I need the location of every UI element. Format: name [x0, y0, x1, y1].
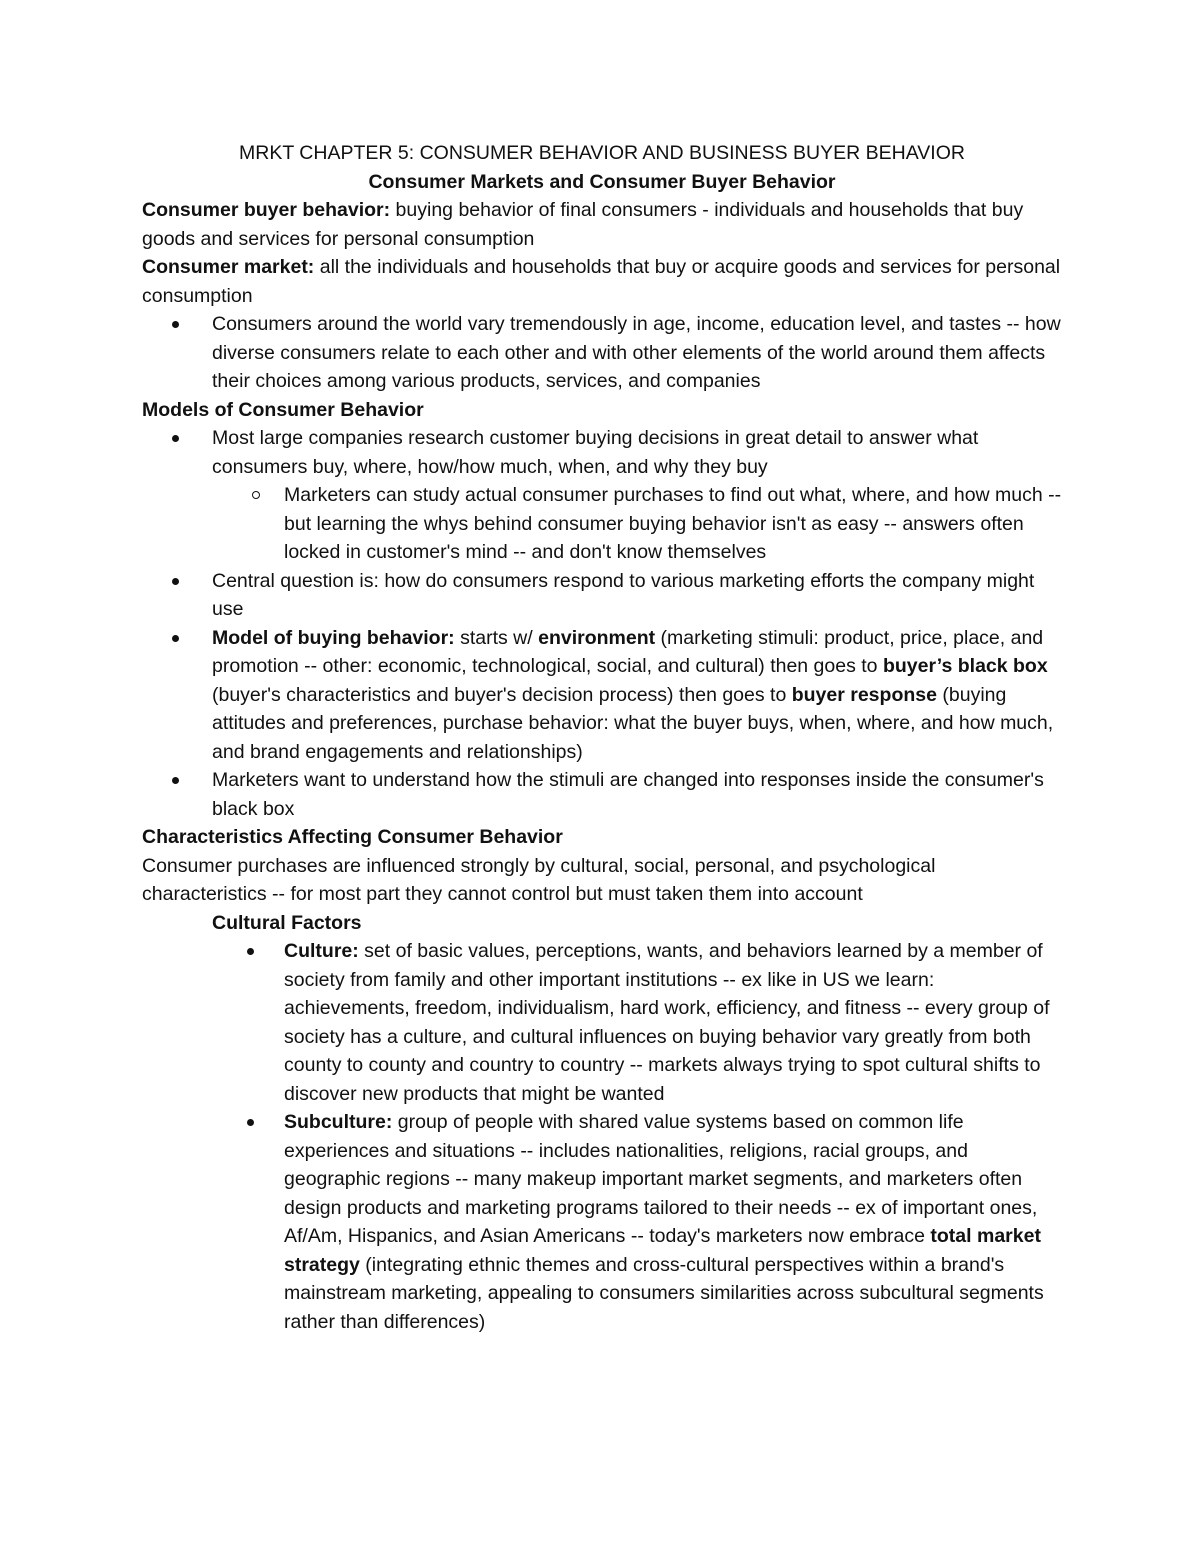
document-title: MRKT CHAPTER 5: CONSUMER BEHAVIOR AND BUSINESS BUYER BEHAVIOR [239, 142, 965, 164]
term-total-market-strategy: total market strategy [284, 1225, 1041, 1276]
list-item-text: group of people with shared value systems based on common life experiences and situations -- includes nationalities, religions, racial groups, and geographic regions -- many makeup important market segments, and marketers often design products and marketing programs tailored to their needs -- ex of important ones, Af/Am, Hispanics, and Asian Americans -- today's marketers now embrace [284, 1111, 1038, 1247]
bullet-icon [172, 635, 179, 642]
list-item [142, 567, 1062, 624]
list-item-text: Consumers around the world vary tremendously in age, income, education level, and tastes -- how diverse consumers relate to each other and with other elements of the world around them affects their choices among various products, services, and companies [212, 313, 1061, 392]
list-item-text: starts w/ [454, 626, 539, 649]
list-item [142, 1108, 1062, 1336]
list-item-text: (integrating ethnic themes and cross-cultural perspectives within a brand's mainstream marketing, appealing to consumers similarities across subcultural segments rather than differences) [284, 1253, 1044, 1333]
list-item-text: (buyer's characteristics and buyer's decision process) then goes to [212, 683, 792, 706]
term-buyer-response: buyer response [791, 683, 937, 706]
list-item [142, 424, 1062, 481]
definition-consumer-buyer-behavior [142, 196, 1062, 253]
definition-text: buying behavior of final consumers - individuals and households that buy goods and services for personal consumption [142, 199, 1024, 250]
bullet-icon [247, 948, 254, 955]
bullet-icon [172, 321, 179, 328]
section-heading-characteristics: Characteristics Affecting Consumer Behavior [142, 826, 563, 848]
term-culture: Culture: [284, 940, 359, 962]
list-item-text: (buying attitudes and preferences, purchase behavior: what the buyer buys, when, where, and how much, and brand engagements and relationships) [212, 683, 1054, 763]
definition-text: all the individuals and households that buy or acquire goods and services for personal consumption [142, 256, 1061, 307]
list-item-text: (marketing stimuli: product, price, place, and promotion -- other: economic, technological, social, and cultural) then goes to [212, 626, 1044, 677]
list-item [142, 937, 1062, 1108]
term-consumer-buyer-behavior: Consumer buyer behavior: [142, 199, 391, 221]
term-model-of-buying-behavior: Model of buying behavior: [212, 626, 455, 649]
consumer-market-list [142, 310, 1062, 396]
bullet-icon [172, 435, 179, 442]
list-item-text: set of basic values, perceptions, wants, and behaviors learned by a member of society from family and other important institutions -- ex like in US we learn: achievements, freedom, individualism, hard work, efficiency, and fitness -- every group of society has a culture, and cultural influences on buying behavior vary greatly from both county to county and country to country -- markets always trying to spot cultural shifts to discover new products that might be wanted [284, 940, 1050, 1105]
cultural-factors-list [142, 937, 1062, 1336]
list-item [142, 624, 1062, 767]
bullet-icon [172, 578, 179, 585]
models-list [142, 424, 1062, 823]
list-item-text: Marketers can study actual consumer purchases to find out what, where, and how much -- but learning the whys behind consumer buying behavior isn't as easy -- answers often locked in customer's mind -- and don't know themselves [284, 484, 1062, 563]
term-subculture: Subculture: [284, 1111, 393, 1133]
bullet-icon [172, 777, 179, 784]
term-environment: environment [538, 626, 656, 649]
characteristics-intro: Consumer purchases are influenced strongly by cultural, social, personal, and psychological characteristics -- for most part they cannot control but must taken them into account [142, 854, 936, 905]
bullet-icon [247, 1119, 254, 1126]
list-item [142, 310, 1062, 396]
section-heading-models: Models of Consumer Behavior [142, 398, 424, 421]
term-black-box: buyer’s black box [882, 655, 1048, 677]
subsection-heading-cultural-factors: Cultural Factors [212, 911, 362, 934]
document-page [142, 139, 1062, 1336]
term-consumer-market: Consumer market: [142, 256, 315, 278]
list-item-text: Marketers want to understand how the stimuli are changed into responses inside the consumer's black box [212, 769, 1044, 820]
section-subtitle: Consumer Markets and Consumer Buyer Behavior [368, 170, 836, 193]
definition-consumer-market [142, 253, 1062, 310]
list-item [142, 766, 1062, 823]
hollow-bullet-icon [252, 491, 260, 499]
sub-list-item [142, 481, 1062, 567]
list-item-text: Most large companies research customer buying decisions in great detail to answer what consumers buy, where, how/how much, when, and why they buy [212, 427, 979, 478]
list-item-text: Central question is: how do consumers respond to various marketing efforts the company might use [212, 569, 1035, 620]
